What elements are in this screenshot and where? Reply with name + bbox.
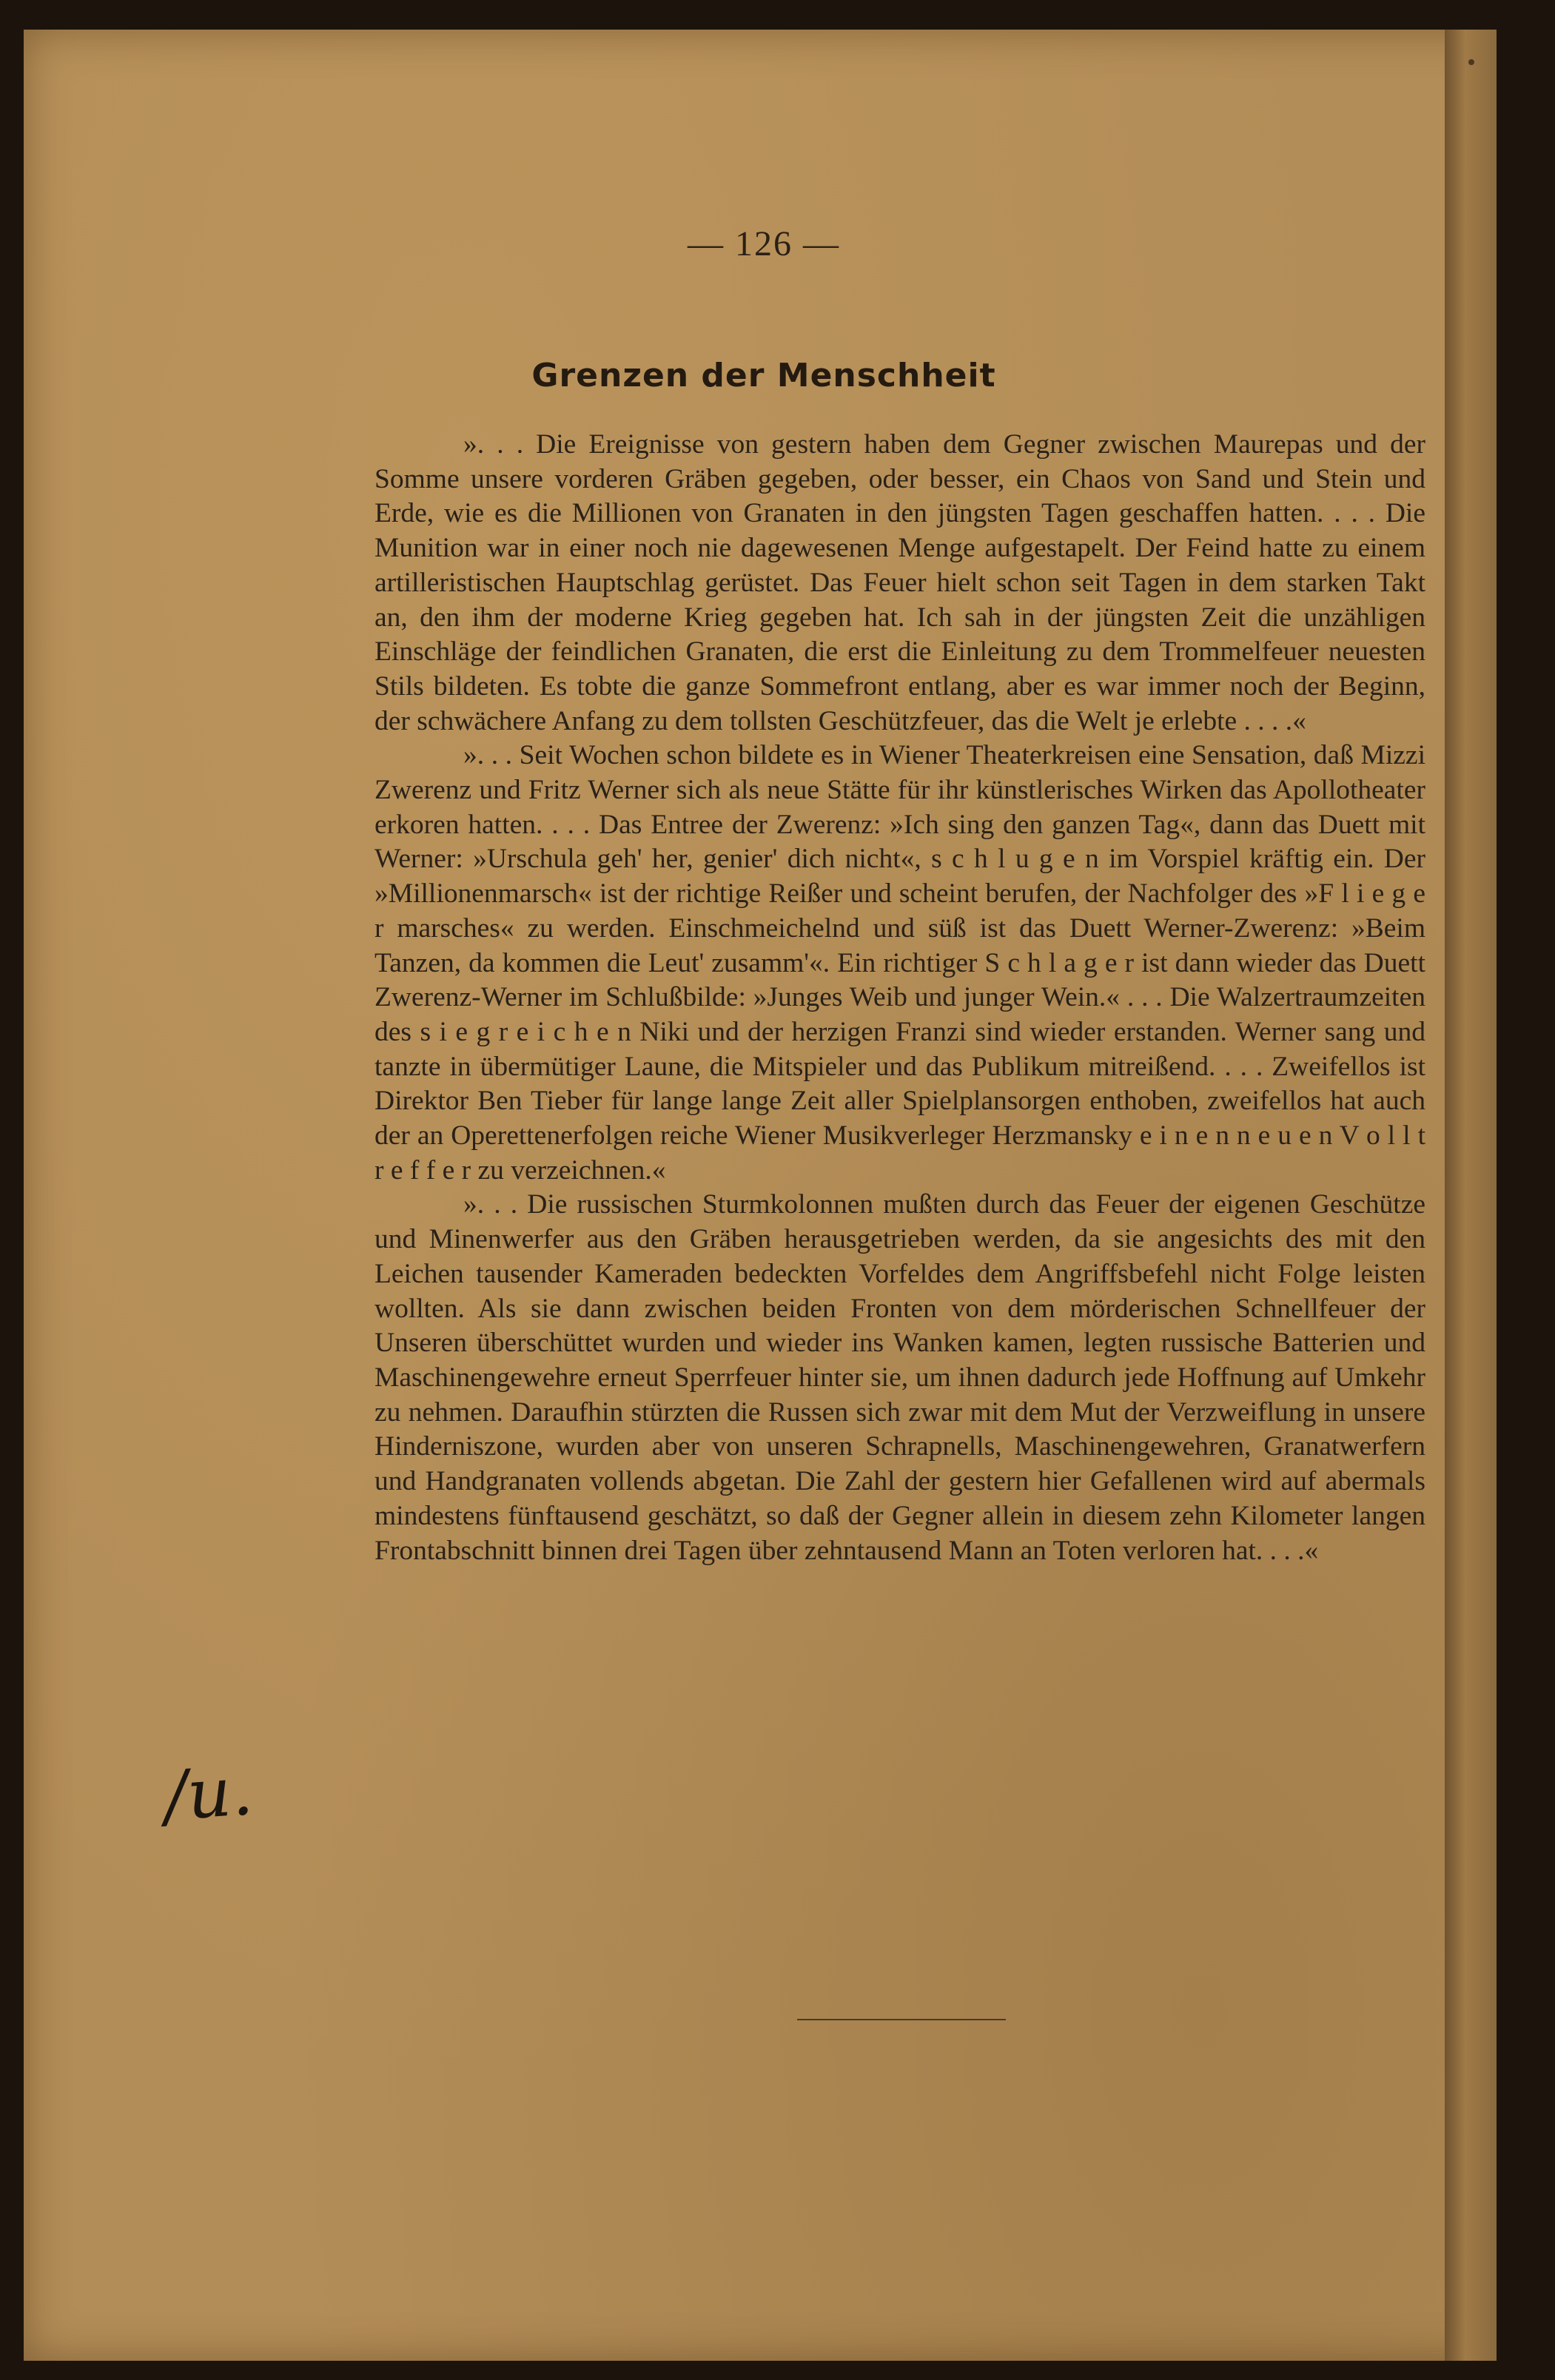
page-number: — 126 —: [688, 224, 840, 263]
body-text: [375, 428, 1425, 1568]
handwritten-margin-note: /u.: [161, 1750, 256, 1837]
page-wear-mark: [1468, 59, 1474, 65]
paragraph-theater: ». . . Seit Wochen schon bildete es in Wiener Theaterkreisen eine Sensation, daß Mizzi Zwerenz und Fritz Werner sich als neue Stätte für ihr künstlerisches Wirken das Apollotheater erkoren hatten. . . . Das Entree der Zwerenz: »Ich sing den ganzen Tag«, dann das Duett mit Werner: »Urschula geh' her, genier' dich nicht«, s c h l u g e n im Vorspiel kräftig ein. Der »Millionenmarsch« ist der richtige Reißer und scheint berufen, der Nachfolger des »F l i e g e r marsches« zu werden. Einschmeichelnd und süß ist das Duett Werner-Zwerenz: »Beim Tanzen, da kommen die Leut' zusamm'«. Ein richtiger S c h l a g e r ist dann wieder das Duett Zwerenz-Werner im Schlußbilde: »Junges Weib und junger Wein.« . . . Die Walzertraumzeiten des s i e g r e i c h e n Niki und der herzigen Franzi sind wieder erstanden. Werner sang und tanzte in übermütiger Laune, die Mitspieler und das Publikum mitreißend. . . . Zweifellos ist Direktor Ben Tieber für lange lange Zeit aller Spielplansorgen enthoben, zweifellos hat auch der an Operettenerfolgen reiche Wiener Musikverleger Herzmansky e i n e n n e u e n V o l l t r e f f e r zu verzeichnen.«: [375, 740, 1425, 1186]
end-rule: [797, 2019, 1006, 2020]
paragraph-russian-assault: ». . . Die russischen Sturmkolonnen mußten durch das Feuer der eigenen Geschütze und Minenwerfer aus den Gräben herausgetrieben werden, da sie angesichts des mit den Leichen tausender Kameraden bedeckten Vorfeldes dem Angriffsbefehl nicht Folge leisten wollten. Als sie dann zwischen beiden Fronten von dem mörderischen Schnellfeuer der Unseren überschüttet wurden und wieder ins Wanken kamen, legten russische Batterien und Maschinengewehre erneut Sperrfeuer hinter sie, um ihnen dadurch jede Hoffnung auf Umkehr zu nehmen. Daraufhin stürzten die Russen sich zwar mit dem Mut der Verzweiflung in unsere Hinderniszone, wurden aber von unseren Schrapnells, Maschinengewehren, Granatwerfern und Handgranaten vollends abgetan. Die Zahl der gestern hier Gefallenen wird auf abermals mindestens fünftausend geschätzt, so daß der Gegner allein in diesem zehn Kilometer langen Frontabschnitt binnen drei Tagen über zehntausend Mann an Toten verloren hat. . . .«: [375, 1189, 1425, 1566]
book-page: [24, 30, 1497, 2361]
paragraph-somme: ». . . Die Ereignisse von gestern haben dem Gegner zwischen Maurepas und der Somme unsere vorderen Gräben gegeben, oder besser, ein Chaos von Sand und Stein und Erde, wie es die Millionen von Granaten in den jüngsten Tagen geschaffen hatten. . . . Die Munition war in einer noch nie dagewesenen Menge aufgestapelt. Der Feind hatte zu einem artilleristischen Hauptschlag gerüstet. Das Feuer hielt schon seit Tagen in dem starken Takt an, den ihm der moderne Krieg gegeben hat. Ich sah in der jüngsten Zeit die unzähligen Einschläge der feindlichen Granaten, die erst die Einleitung zu dem Trommelfeuer neuesten Stils bildeten. Es tobte die ganze Sommefront entlang, aber es war immer noch der Beginn, der schwächere Anfang zu dem tollsten Geschützfeuer, das die Welt je erlebte . . . .«: [375, 429, 1425, 736]
section-title: Grenzen der Menschheit: [531, 357, 996, 394]
